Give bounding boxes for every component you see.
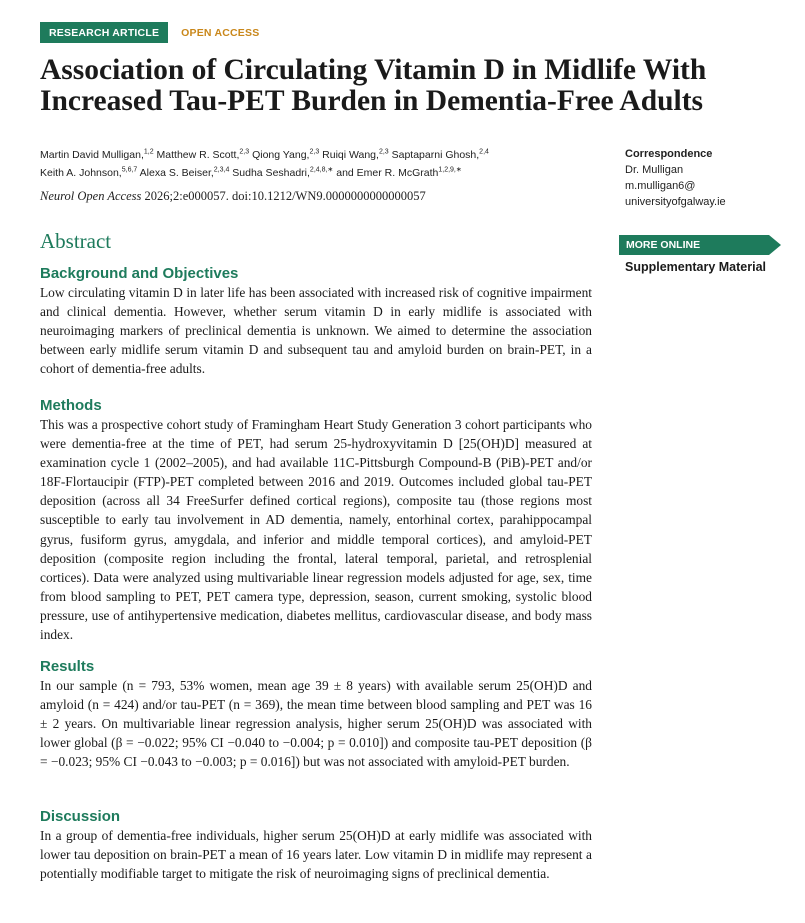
section-heading: Results xyxy=(40,658,95,675)
more-online-banner xyxy=(619,235,781,255)
email-line-1[interactable]: m.mulligan6@ xyxy=(625,180,696,192)
supplementary-material-link[interactable]: Supplementary Material xyxy=(625,260,767,274)
author xyxy=(40,167,137,179)
author-name: Matthew R. Scott, xyxy=(156,149,240,161)
correspondence-box xyxy=(625,146,795,210)
author-affiliation: 2,3 xyxy=(239,148,250,156)
section-text: This was a prospective cohort study of Framingham Heart Study Generation 3 cohort participants who were dementia-free at the time of PET, had serum 25-hydroxyvitamin D [25(OH)D] measured at examination cycle 1 (2002–2005), and had available 11C-Pittsburgh Compound-B (PiB)-PET and/or 18F-Flortaucipir (FTP)-PET completed between 2016 and 2019. Outcomes included global tau-PET deposition (across all 34 FreeSurfer defined cortical regions), composite tau (those regions most susceptible to early tau involvement in AD dementia, namely, entorhinal cortex, parahippocampal gyrus, fusiform gyrus, amygdala, and inferior and middle temporal cortices), and amyloid-PET deposition (composite region including the frontal, lateral temporal, parietal, and retrosplenial cortices). Data were analyzed using multivariable linear regression models adjusted for age, sex, time from blood sampling to PET, PET camera type, depression, season, current smoking, systolic blood pressure, use of antihypertensive medication, diabetes mellitus, cardiovascular disease, and body mass index. xyxy=(40,417,592,643)
article-type-badge: RESEARCH ARTICLE xyxy=(40,22,168,43)
section-text: Low circulating vitamin D in later life has been associated with increased risk of cognitive impairment and clinical dementia. However, whether serum vitamin D in early midlife is associated with neuroimaging markers of preclinical dementia is unknown. We aimed to determine the association between early midlife serum vitamin D and subsequent tau and amyloid burden on brain-PET, in a cohort of dementia-free adults. xyxy=(40,285,592,377)
section-results xyxy=(40,658,592,771)
citation-details: 2026;2:e000057. doi:10.1212/WN9.0000000000000057 xyxy=(141,189,426,203)
correspondence-label: Correspondence xyxy=(625,148,713,160)
author-affiliation: 1,2,9,∗ xyxy=(438,166,462,174)
correspondence-name: Dr. Mulligan xyxy=(625,164,684,176)
author-affiliation: 2,3 xyxy=(378,148,389,156)
author-affiliation: 2,3,4 xyxy=(213,166,230,174)
author xyxy=(232,167,333,179)
journal-name: Neurol Open Access xyxy=(40,189,142,203)
section-methods xyxy=(40,397,592,644)
author xyxy=(40,149,154,161)
article-tags xyxy=(40,22,259,43)
article-title: Association of Circulating Vitamin D in Midlife With Increased Tau-PET Burden in Dementia-Free Adults xyxy=(40,54,707,117)
author xyxy=(336,167,462,179)
author xyxy=(140,167,230,179)
author xyxy=(392,149,489,161)
section-text: In our sample (n = 793, 53% women, mean age 39 ± 8 years) with available serum 25(OH)D and amyloid (n = 424) and/or tau-PET (n = 369), the mean time between blood sampling and PET was 16 ± 2 years. On multivariable linear regression analysis, higher serum 25(OH)D was associated with lower global (β = −0.022; 95% CI −0.040 to −0.004; p = 0.010]) and composite tau-PET deposition (β = −0.023; 95% CI −0.043 to −0.003; p = 0.016]) but was not associated with amyloid-PET burden. xyxy=(40,678,592,770)
author-affiliation: 2,4,8,∗ xyxy=(309,166,334,174)
author-name: Qiong Yang, xyxy=(252,149,310,161)
section-heading: Methods xyxy=(40,397,102,414)
section-text: In a group of dementia-free individuals, higher serum 25(OH)D at early midlife was associated with lower tau deposition on brain-PET a mean of 16 years later. Low vitamin D in midlife may represent a potentially modifiable target to mitigate the risk of neuroimaging signs of preclinical dementia. xyxy=(40,828,592,882)
author-affiliation: 1,2 xyxy=(143,148,154,156)
author-name: Saptaparni Ghosh, xyxy=(391,149,480,161)
section-heading: Discussion xyxy=(40,808,121,825)
author-name: Sudha Seshadri, xyxy=(232,167,310,179)
correspondence-email[interactable] xyxy=(625,178,795,210)
section-heading: Background and Objectives xyxy=(40,265,239,282)
author-affiliation: 2,4 xyxy=(479,148,489,156)
citation xyxy=(40,189,600,204)
author xyxy=(252,149,319,161)
author-name: Ruiqi Wang, xyxy=(322,149,379,161)
author xyxy=(322,149,389,161)
section-discussion xyxy=(40,808,592,883)
author-affiliation: 5,6,7 xyxy=(121,166,138,174)
author-list xyxy=(40,146,600,182)
author-affiliation: 2,3 xyxy=(309,148,320,156)
author-name: Keith A. Johnson, xyxy=(40,167,122,179)
author-name: and Emer R. McGrath xyxy=(336,167,439,179)
author-name: Alexa S. Beiser, xyxy=(139,167,214,179)
email-line-2[interactable]: universityofgalway.ie xyxy=(625,196,726,208)
abstract-heading: Abstract xyxy=(40,229,112,253)
more-online-label: MORE ONLINE xyxy=(626,239,701,251)
section-background xyxy=(40,265,592,378)
author-name: Martin David Mulligan, xyxy=(40,149,144,161)
open-access-label: OPEN ACCESS xyxy=(181,26,260,39)
author xyxy=(157,149,250,161)
